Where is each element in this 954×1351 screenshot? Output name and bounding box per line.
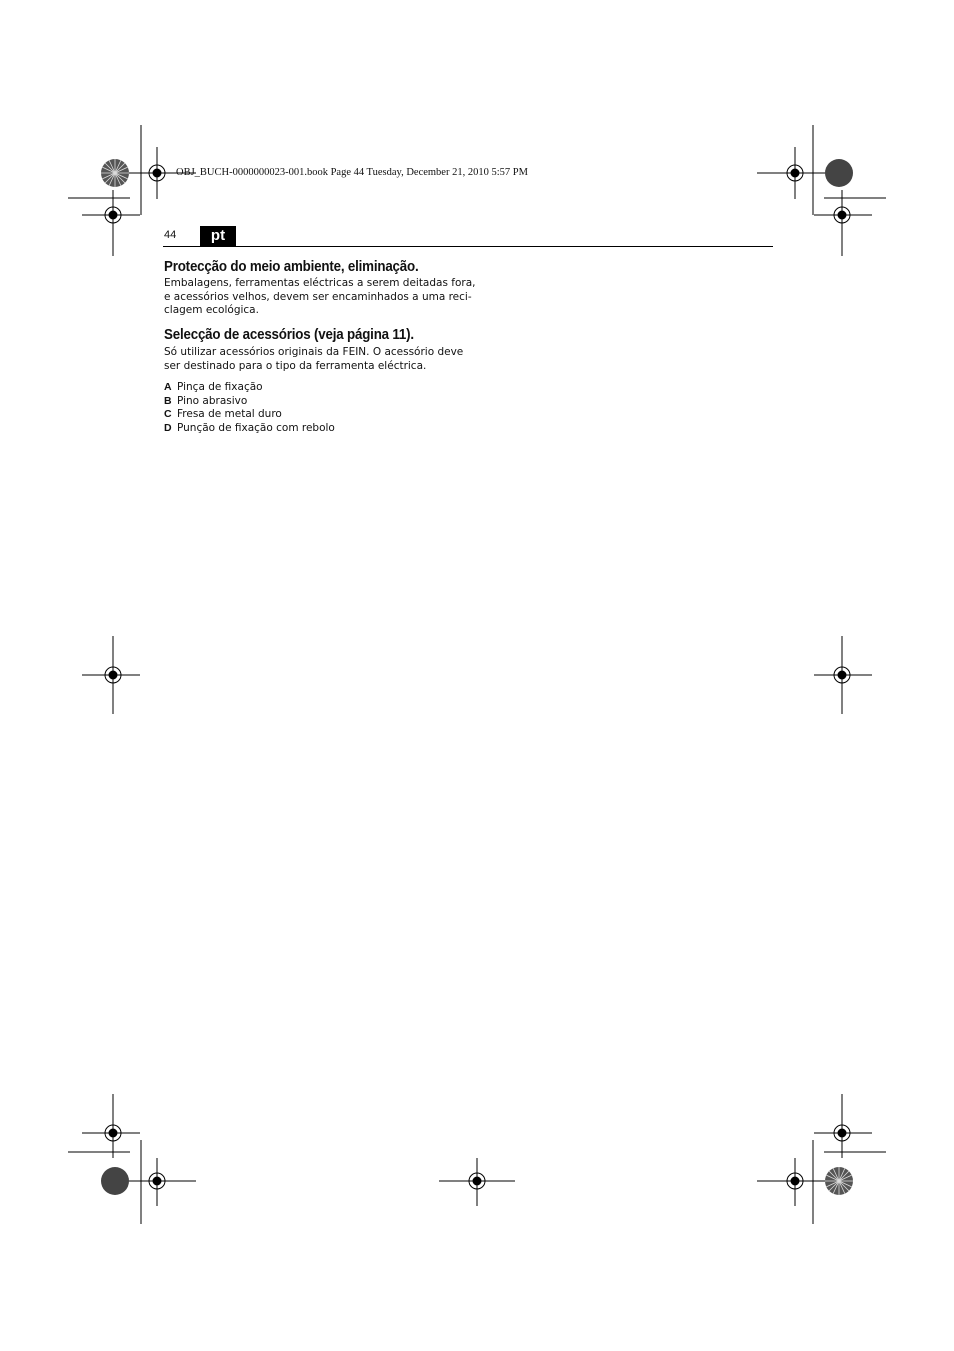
gray-target xyxy=(101,1167,129,1195)
language-badge: pt xyxy=(200,226,236,246)
registration-mark xyxy=(82,190,140,256)
item-key: B xyxy=(164,394,172,407)
item-key: C xyxy=(164,408,172,420)
registration-mark xyxy=(82,636,140,714)
item-label: Punção de fixação com rebolo xyxy=(177,421,335,434)
section-heading-environment: Protecção do meio ambiente, eliminação. xyxy=(164,259,419,275)
list-item xyxy=(164,381,335,395)
registration-mark xyxy=(82,1094,140,1158)
list-item xyxy=(164,408,335,422)
starburst-target xyxy=(825,1167,853,1195)
registration-mark xyxy=(124,1158,196,1206)
body-line: Só utilizar acessórios originais da FEIN. O acessório deve xyxy=(164,346,464,358)
body-line: clagem ecológica. xyxy=(164,304,259,316)
section-heading-accessories: Selecção de acessórios (veja página 11). xyxy=(164,327,414,343)
registration-mark xyxy=(757,147,830,199)
item-label: Fresa de metal duro xyxy=(177,408,282,420)
registration-mark xyxy=(757,1158,830,1206)
accessory-list xyxy=(164,381,335,435)
page-number: 44 xyxy=(164,229,177,241)
body-line: ser destinado para o tipo da ferramenta eléctrica. xyxy=(164,359,427,372)
body-line: Embalagens, ferramentas eléctricas a serem deitadas fora, xyxy=(164,277,476,289)
section-body-accessories xyxy=(164,346,464,373)
registration-mark xyxy=(814,1094,872,1158)
item-label: Pino abrasivo xyxy=(177,394,248,407)
registration-mark xyxy=(439,1158,515,1206)
gray-target xyxy=(825,159,853,187)
item-key: D xyxy=(164,421,172,434)
registration-mark xyxy=(814,190,872,256)
body-line: e acessórios velhos, devem ser encaminhados a uma reci- xyxy=(164,290,472,303)
registration-mark xyxy=(814,636,872,714)
item-key: A xyxy=(164,381,172,393)
starburst-target xyxy=(101,159,129,187)
item-label: Pinça de fixação xyxy=(177,381,263,393)
header-rule xyxy=(163,246,773,247)
list-item xyxy=(164,395,335,409)
list-item xyxy=(164,422,335,436)
section-body-environment xyxy=(164,277,476,318)
file-info-header: OBJ_BUCH-0000000023-001.book Page 44 Tuesday, December 21, 2010 5:57 PM xyxy=(176,167,528,178)
